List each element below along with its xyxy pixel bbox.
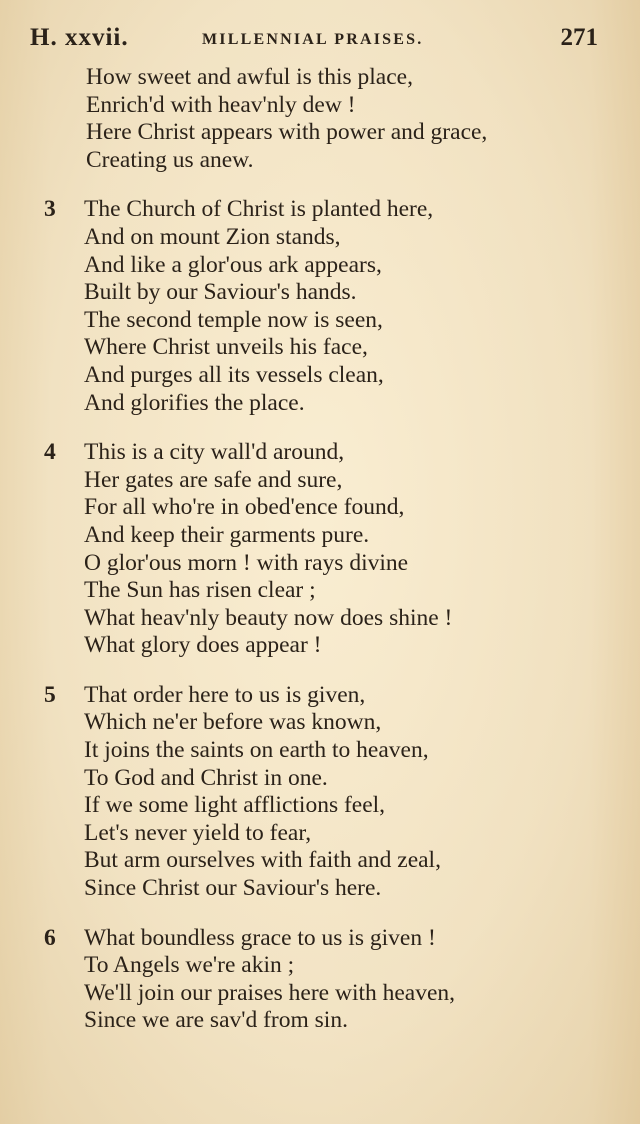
verse-line: And like a glor'ous ark appears, bbox=[84, 251, 382, 278]
verse-line: What glory does appear ! bbox=[84, 632, 322, 659]
verse-line: How sweet and awful is this place, bbox=[86, 64, 413, 90]
verse-line: The Church of Christ is planted here, bbox=[84, 196, 434, 223]
verse-4 bbox=[44, 439, 604, 660]
verse-line: For all who're in obed'ence found, bbox=[84, 494, 405, 521]
verse-number: 6 bbox=[44, 924, 56, 951]
verse-line: And glorifies the place. bbox=[84, 389, 305, 416]
running-title: MILLENNIAL PRAISES. bbox=[202, 31, 424, 48]
running-header bbox=[30, 24, 598, 56]
verse-3 bbox=[44, 196, 604, 417]
verse-line: Here Christ appears with power and grace, bbox=[86, 119, 488, 146]
verse-line: That order here to us is given, bbox=[84, 681, 366, 708]
verse-line: And purges all its vessels clean, bbox=[84, 361, 384, 388]
verse-line: Creating us anew. bbox=[86, 146, 254, 173]
verse-line: If we some light afflictions feel, bbox=[84, 792, 386, 819]
verse-line: The second temple now is seen, bbox=[84, 306, 383, 333]
verse-line: Since we are sav'd from sin. bbox=[84, 1007, 348, 1034]
verse-line: The Sun has risen clear ; bbox=[84, 577, 316, 604]
page-number: 271 bbox=[560, 24, 598, 51]
verse-line: Which ne'er before was known, bbox=[84, 709, 382, 736]
hymn-number: H. xxvii. bbox=[30, 24, 129, 51]
verse-line: What heav'nly beauty now does shine ! bbox=[84, 604, 453, 631]
verse-line: This is a city wall'd around, bbox=[84, 439, 345, 466]
verse-continued bbox=[44, 64, 604, 174]
hymn-text bbox=[44, 64, 604, 1057]
verse-line: Since Christ our Saviour's here. bbox=[84, 875, 382, 902]
verse-line: Her gates are safe and sure, bbox=[84, 466, 343, 493]
verse-line: And on mount Zion stands, bbox=[84, 223, 341, 250]
verse-line: What boundless grace to us is given ! bbox=[84, 924, 436, 951]
verse-6 bbox=[44, 925, 604, 1035]
verse-line: To God and Christ in one. bbox=[84, 764, 328, 791]
verse-line: And keep their garments pure. bbox=[84, 521, 370, 548]
verse-line: Built by our Saviour's hands. bbox=[84, 279, 357, 306]
verse-line: Enrich'd with heav'nly dew ! bbox=[86, 91, 356, 118]
verse-line: Where Christ unveils his face, bbox=[84, 334, 368, 361]
verse-number: 3 bbox=[44, 196, 56, 223]
verse-line: O glor'ous morn ! with rays divine bbox=[84, 549, 409, 576]
verse-line: Let's never yield to fear, bbox=[84, 819, 312, 846]
verse-number: 5 bbox=[44, 681, 56, 708]
verse-line: But arm ourselves with faith and zeal, bbox=[84, 847, 441, 874]
verse-line: It joins the saints on earth to heaven, bbox=[84, 737, 429, 764]
verse-number: 4 bbox=[44, 439, 56, 466]
verse-5 bbox=[44, 682, 604, 903]
verse-line: We'll join our praises here with heaven, bbox=[84, 979, 456, 1006]
verse-line: To Angels we're akin ; bbox=[84, 952, 295, 979]
